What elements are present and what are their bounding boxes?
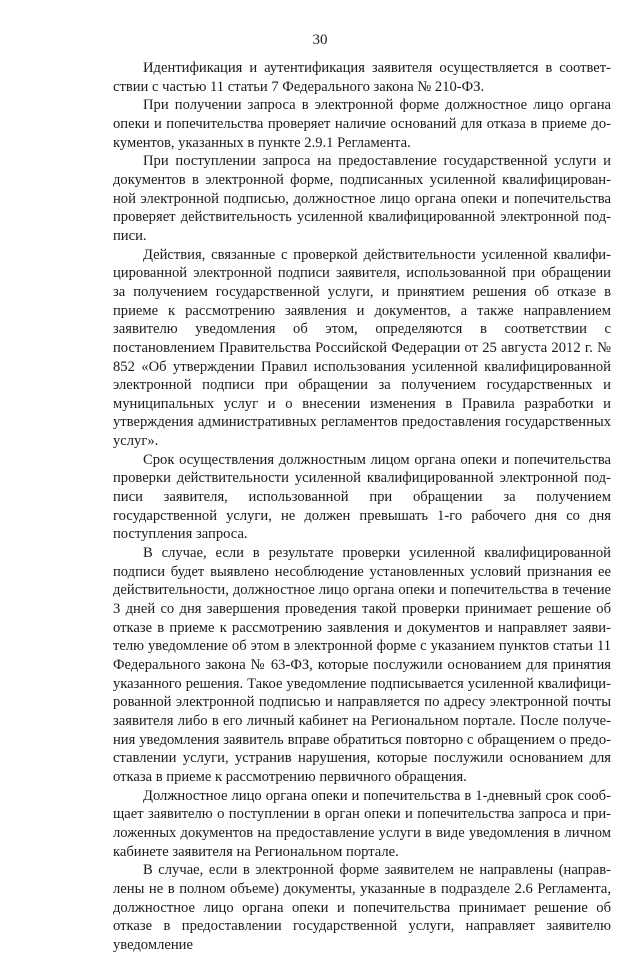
paragraph-signature-actions: Действия, связанные с проверкой действительности усиленной квалифицированной электронной подписи заявителя, использованной при обращении за получением государственной услуги, и принятием решения об отказе в приеме к рассмотрению заявления и документов, а также направлением заявителю уведомления об этом, определяются в соответствии с постановлением Правительства Российской Федерации от 25 августа 2012 г. № 852 «Об утверждении Правил использования усиленной квалифицированной электронной подписи при обращении за получением государственных и муниципальных услуг и о внесении изменения в Правила разработки и утверждения административных регламентов предоставления государственных услуг». [113,246,611,450]
paragraph-applicant-notice: Должностное лицо органа опеки и попечительства в 1-дневный срок сообщает заявителю о поступлении в орган опеки и попечительства запроса и приложенных документов на предоставление услуги в виде уведомления в личном кабинете заявителя на Региональном портале. [113,787,611,860]
paragraph-check-deadline: Срок осуществления должностным лицом органа опеки и попечительства проверки действительности усиленной квалифицированной электронной подписи заявителя, использованной при обращении за получением государственной услуги, не должен превышать 1-го рабочего дня со дня поступления запроса. [113,451,611,543]
body-text [113,59,611,955]
paragraph-invalid-signature: В случае, если в результате проверки усиленной квалифицированной подписи будет выявлено несоблюдение установленных условий признания ее действительности, должностное лицо органа опеки и попечительства в течение 3 дней со дня завершения проведения такой проверки принимает решение об отказе в приеме к рассмотрению заявления и документов и направляет заявителю уведомление об этом в электронной форме с указанием пунктов статьи 11 Федерального закона № 63-ФЗ, которые послужили основанием для принятия указанного решения. Такое уведомление подписывается усиленной квалифицированной электронной подписью и направляется по адресу электронной почты заявителя либо в его личный кабинет на Региональном портале. После получения уведомления заявитель вправе обратиться повторно с обращением о предоставлении услуги, устранив нарушения, которые послужили основанием для отказа в приеме к рассмотрению первичного обращения. [113,545,611,785]
paragraph-request-check: При получении запроса в электронной форме должностное лицо органа опеки и попечительства проверяет наличие оснований для отказа в приеме документов, указанных в пункте 2.9.1 Регламента. [113,97,611,151]
paragraph-identification: Идентификация и аутентификация заявителя осуществляется в соответствии с частью 11 статьи 7 Федерального закона № 210-ФЗ. [113,60,611,95]
paragraph-missing-documents: В случае, если в электронной форме заявителем не направлены (направлены не в полном объеме) документы, указанные в подразделе 2.6 Регламента, должностное лицо органа опеки и попечительства принимает решение об отказе в предоставлении государственной услуги, направляет заявителю уведомление [113,862,611,953]
page-number: 30 [312,32,328,48]
paragraph-signature-check: При поступлении запроса на предоставление государственной услуги и документов в электронной форме, подписанных усиленной квалифицированной электронной подписью, должностное лицо органа опеки и попечительства проверяет действительность усиленной квалифицированной электронной подписи. [113,153,611,244]
